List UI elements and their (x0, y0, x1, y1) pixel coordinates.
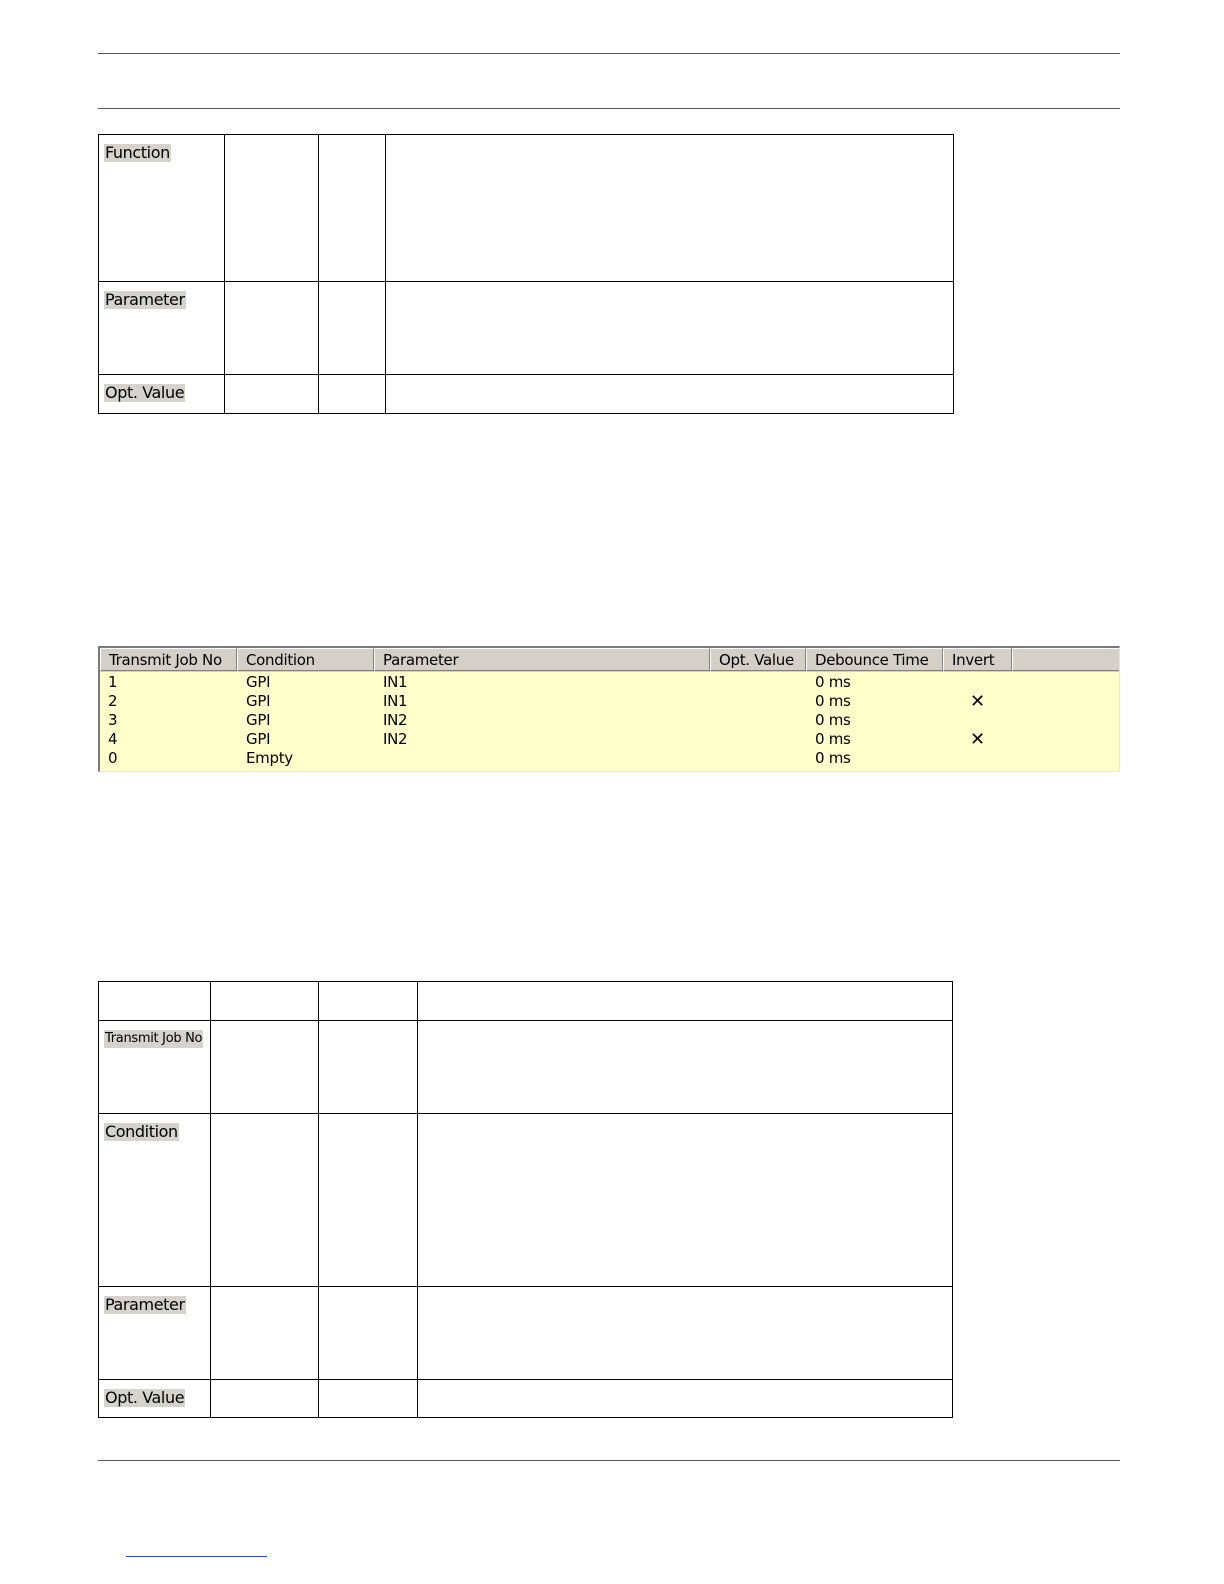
table-cell (211, 1380, 319, 1418)
table-cell (211, 1114, 319, 1287)
table-row (99, 1021, 953, 1114)
cell-job-no: 4 (108, 730, 118, 748)
cell-parameter: IN1 (383, 692, 408, 710)
table-cell (225, 282, 319, 375)
table-cell (319, 282, 386, 375)
table-cell (99, 1380, 211, 1418)
table-row[interactable] (100, 711, 1119, 730)
column-header-debounce-time[interactable]: Debounce Time (806, 648, 943, 671)
cell-job-no: 2 (108, 692, 118, 710)
footer-link-underline[interactable] (126, 1556, 267, 1557)
cell-condition: GPI (246, 692, 271, 710)
table-row[interactable] (100, 692, 1119, 711)
row-label-transmit-job-no: Transmit Job No (105, 1031, 203, 1046)
table-row (99, 135, 954, 282)
table-cell (386, 135, 954, 282)
table-cell (386, 282, 954, 375)
table-cell (319, 135, 386, 282)
row-label-function: Function (105, 143, 170, 162)
table-cell (418, 1287, 953, 1380)
header-rule-bottom (98, 108, 1120, 109)
cell-job-no: 1 (108, 673, 118, 691)
table-cell (319, 982, 418, 1021)
cell-parameter: IN1 (383, 673, 408, 691)
invert-check-icon: ✕ (970, 691, 986, 712)
table-cell (211, 1021, 319, 1114)
cell-job-no: 0 (108, 749, 118, 767)
table-cell (418, 1114, 953, 1287)
cell-job-no: 3 (108, 711, 118, 729)
cell-debounce-time: 0 ms (815, 711, 851, 729)
table-cell (225, 375, 319, 414)
table-cell (99, 135, 225, 282)
column-header-condition[interactable]: Condition (237, 648, 374, 671)
cell-debounce-time: 0 ms (815, 749, 851, 767)
cell-parameter: IN2 (383, 730, 408, 748)
table-cell (418, 1380, 953, 1418)
table-row (99, 1287, 953, 1380)
footer-rule (98, 1460, 1120, 1461)
cell-condition: GPI (246, 730, 271, 748)
cell-condition: Empty (246, 749, 293, 767)
table-row[interactable] (100, 730, 1119, 749)
transmit-job-table (98, 981, 953, 1418)
column-header-parameter[interactable]: Parameter (374, 648, 710, 671)
cell-condition: GPI (246, 711, 271, 729)
table-cell (99, 982, 211, 1021)
column-header-invert[interactable]: Invert (943, 648, 1012, 671)
column-header-transmit-job-no[interactable]: Transmit Job No (100, 648, 237, 671)
table-cell (225, 135, 319, 282)
column-header-filler (1012, 648, 1120, 671)
table-row[interactable] (100, 673, 1119, 692)
table-cell (99, 375, 225, 414)
table-cell (319, 1380, 418, 1418)
table-row[interactable] (100, 749, 1119, 768)
table-row (99, 982, 953, 1021)
table-cell (319, 1021, 418, 1114)
cell-debounce-time: 0 ms (815, 692, 851, 710)
cell-parameter: IN2 (383, 711, 408, 729)
table-row (99, 1114, 953, 1287)
table-cell (418, 982, 953, 1021)
cell-debounce-time: 0 ms (815, 673, 851, 691)
cell-debounce-time: 0 ms (815, 730, 851, 748)
table-row (99, 1380, 953, 1418)
table-cell (211, 982, 319, 1021)
table-cell (99, 1021, 211, 1114)
table-cell (211, 1287, 319, 1380)
table-row (99, 375, 954, 414)
table-cell (319, 1287, 418, 1380)
table-cell (418, 1021, 953, 1114)
column-header-opt-value[interactable]: Opt. Value (710, 648, 806, 671)
table-cell (319, 375, 386, 414)
invert-check-icon: ✕ (970, 729, 986, 750)
row-label-condition: Condition (105, 1122, 178, 1141)
transmit-job-grid[interactable] (98, 646, 1120, 772)
row-label-parameter: Parameter (105, 1295, 185, 1314)
table-row (99, 282, 954, 375)
function-table (98, 134, 954, 414)
table-cell (99, 1287, 211, 1380)
table-cell (99, 1114, 211, 1287)
table-cell (99, 282, 225, 375)
row-label-parameter: Parameter (105, 290, 185, 309)
cell-condition: GPI (246, 673, 271, 691)
row-label-opt-value: Opt. Value (105, 1388, 185, 1407)
table-cell (319, 1114, 418, 1287)
row-label-opt-value: Opt. Value (105, 383, 185, 402)
header-rule-top (98, 53, 1120, 54)
table-cell (386, 375, 954, 414)
grid-header (100, 648, 1119, 672)
